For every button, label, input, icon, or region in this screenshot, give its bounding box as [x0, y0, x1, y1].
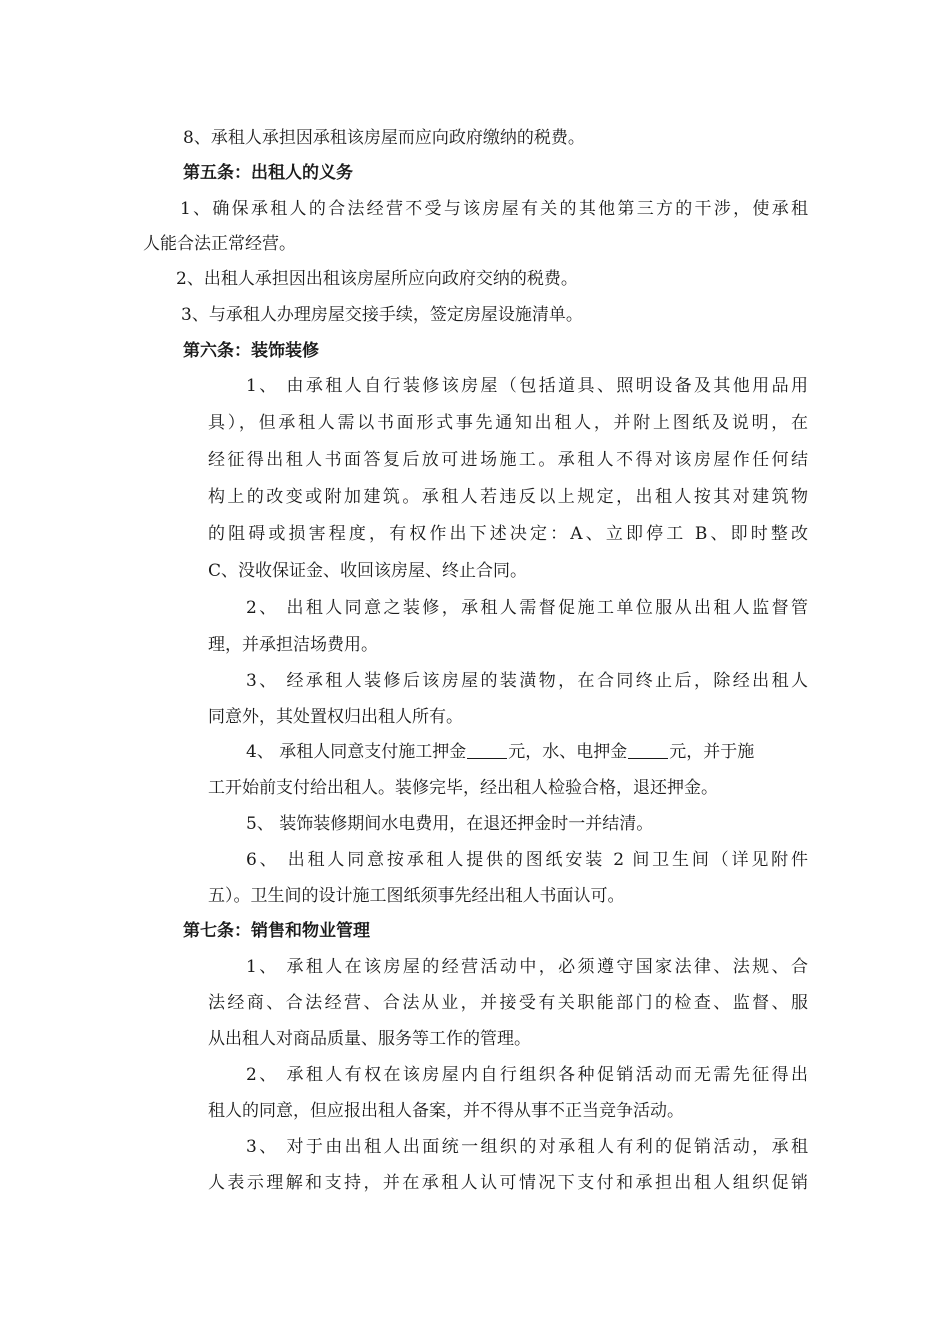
construction-deposit-blank	[467, 742, 507, 759]
deposit-text-1: 4、 承租人同意支付施工押金	[246, 742, 467, 762]
article-7-item-1-line-2: 法经商、合法经营、合法从业，并接受有关职能部门的检查、监督、服	[208, 993, 808, 1013]
article-5-item-2: 2、出租人承担因出租该房屋所应向政府交纳的税费。	[176, 269, 578, 289]
article-5-heading: 第五条：出租人的义务	[183, 163, 353, 183]
article-7-item-1-line-1: 1、 承租人在该房屋的经营活动中，必须遵守国家法律、法规、合	[246, 957, 808, 977]
utility-deposit-blank	[628, 742, 668, 759]
article-5-item-1-line-2: 人能合法正常经营。	[143, 234, 296, 254]
article-5-item-1-line-1: 1、确保承租人的合法经营不受与该房屋有关的其他第三方的干涉，使承租	[180, 199, 808, 219]
deposit-text-3: 元，并于施	[669, 742, 755, 762]
article-6-item-1-line-6: C、没收保证金、收回该房屋、终止合同。	[208, 561, 528, 581]
article-7-heading: 第七条：销售和物业管理	[183, 921, 370, 941]
article-6-item-1-line-1: 1、 由承租人自行装修该房屋（包括道具、照明设备及其他用品用	[246, 376, 808, 396]
article-6-item-3-line-1: 3、 经承租人装修后该房屋的装潢物，在合同终止后，除经出租人	[246, 671, 808, 691]
article-6-item-4-line-1	[246, 741, 754, 763]
article-7-item-1-line-3: 从出租人对商品质量、服务等工作的管理。	[208, 1029, 531, 1049]
article-6-item-6-line-1: 6、 出租人同意按承租人提供的图纸安装 2 间卫生间（详见附件	[246, 850, 808, 870]
article-6-item-4-line-2: 工开始前支付给出租人。装修完毕，经出租人检验合格，退还押金。	[208, 778, 718, 798]
article-6-item-5: 5、 装饰装修期间水电费用，在退还押金时一并结清。	[246, 814, 654, 834]
article-7-item-2-line-1: 2、 承租人有权在该房屋内自行组织各种促销活动而无需先征得出	[246, 1065, 808, 1085]
article-6-item-1-line-3: 经征得出租人书面答复后放可进场施工。承租人不得对该房屋作任何结	[208, 450, 808, 470]
article-6-heading: 第六条：装饰装修	[183, 341, 319, 361]
article-6-item-1-line-5: 的阻碍或损害程度，有权作出下述决定：A、立即停工 B、即时整改	[208, 524, 808, 544]
article-7-item-2-line-2: 租人的同意，但应报出租人备案，并不得从事不正当竞争活动。	[208, 1101, 684, 1121]
article-6-item-6-line-2: 五）。卫生间的设计施工图纸须事先经出租人书面认可。	[208, 886, 625, 906]
article-7-item-3-line-1: 3、 对于由出租人出面统一组织的对承租人有利的促销活动，承租	[246, 1137, 808, 1157]
article-6-item-1-line-4: 构上的改变或附加建筑。承租人若违反以上规定，出租人按其对建筑物	[208, 487, 808, 507]
article-6-item-3-line-2: 同意外，其处置权归出租人所有。	[208, 707, 463, 727]
article-5-item-3: 3、与承租人办理房屋交接手续，签定房屋设施清单。	[181, 305, 583, 325]
article-6-item-1-line-2: 具），但承租人需以书面形式事先通知出租人，并附上图纸及说明，在	[208, 413, 808, 433]
article-7-item-3-line-2: 人表示理解和支持，并在承租人认可情况下支付和承担出租人组织促销	[208, 1173, 808, 1193]
article-6-item-2-line-1: 2、 出租人同意之装修，承租人需督促施工单位服从出租人监督管	[246, 598, 808, 618]
clause-4-item-8: 8、承租人承担因承租该房屋而应向政府缴纳的税费。	[183, 128, 585, 148]
deposit-text-2: 元，水、电押金	[508, 742, 628, 762]
article-6-item-2-line-2: 理，并承担洁场费用。	[208, 635, 378, 655]
